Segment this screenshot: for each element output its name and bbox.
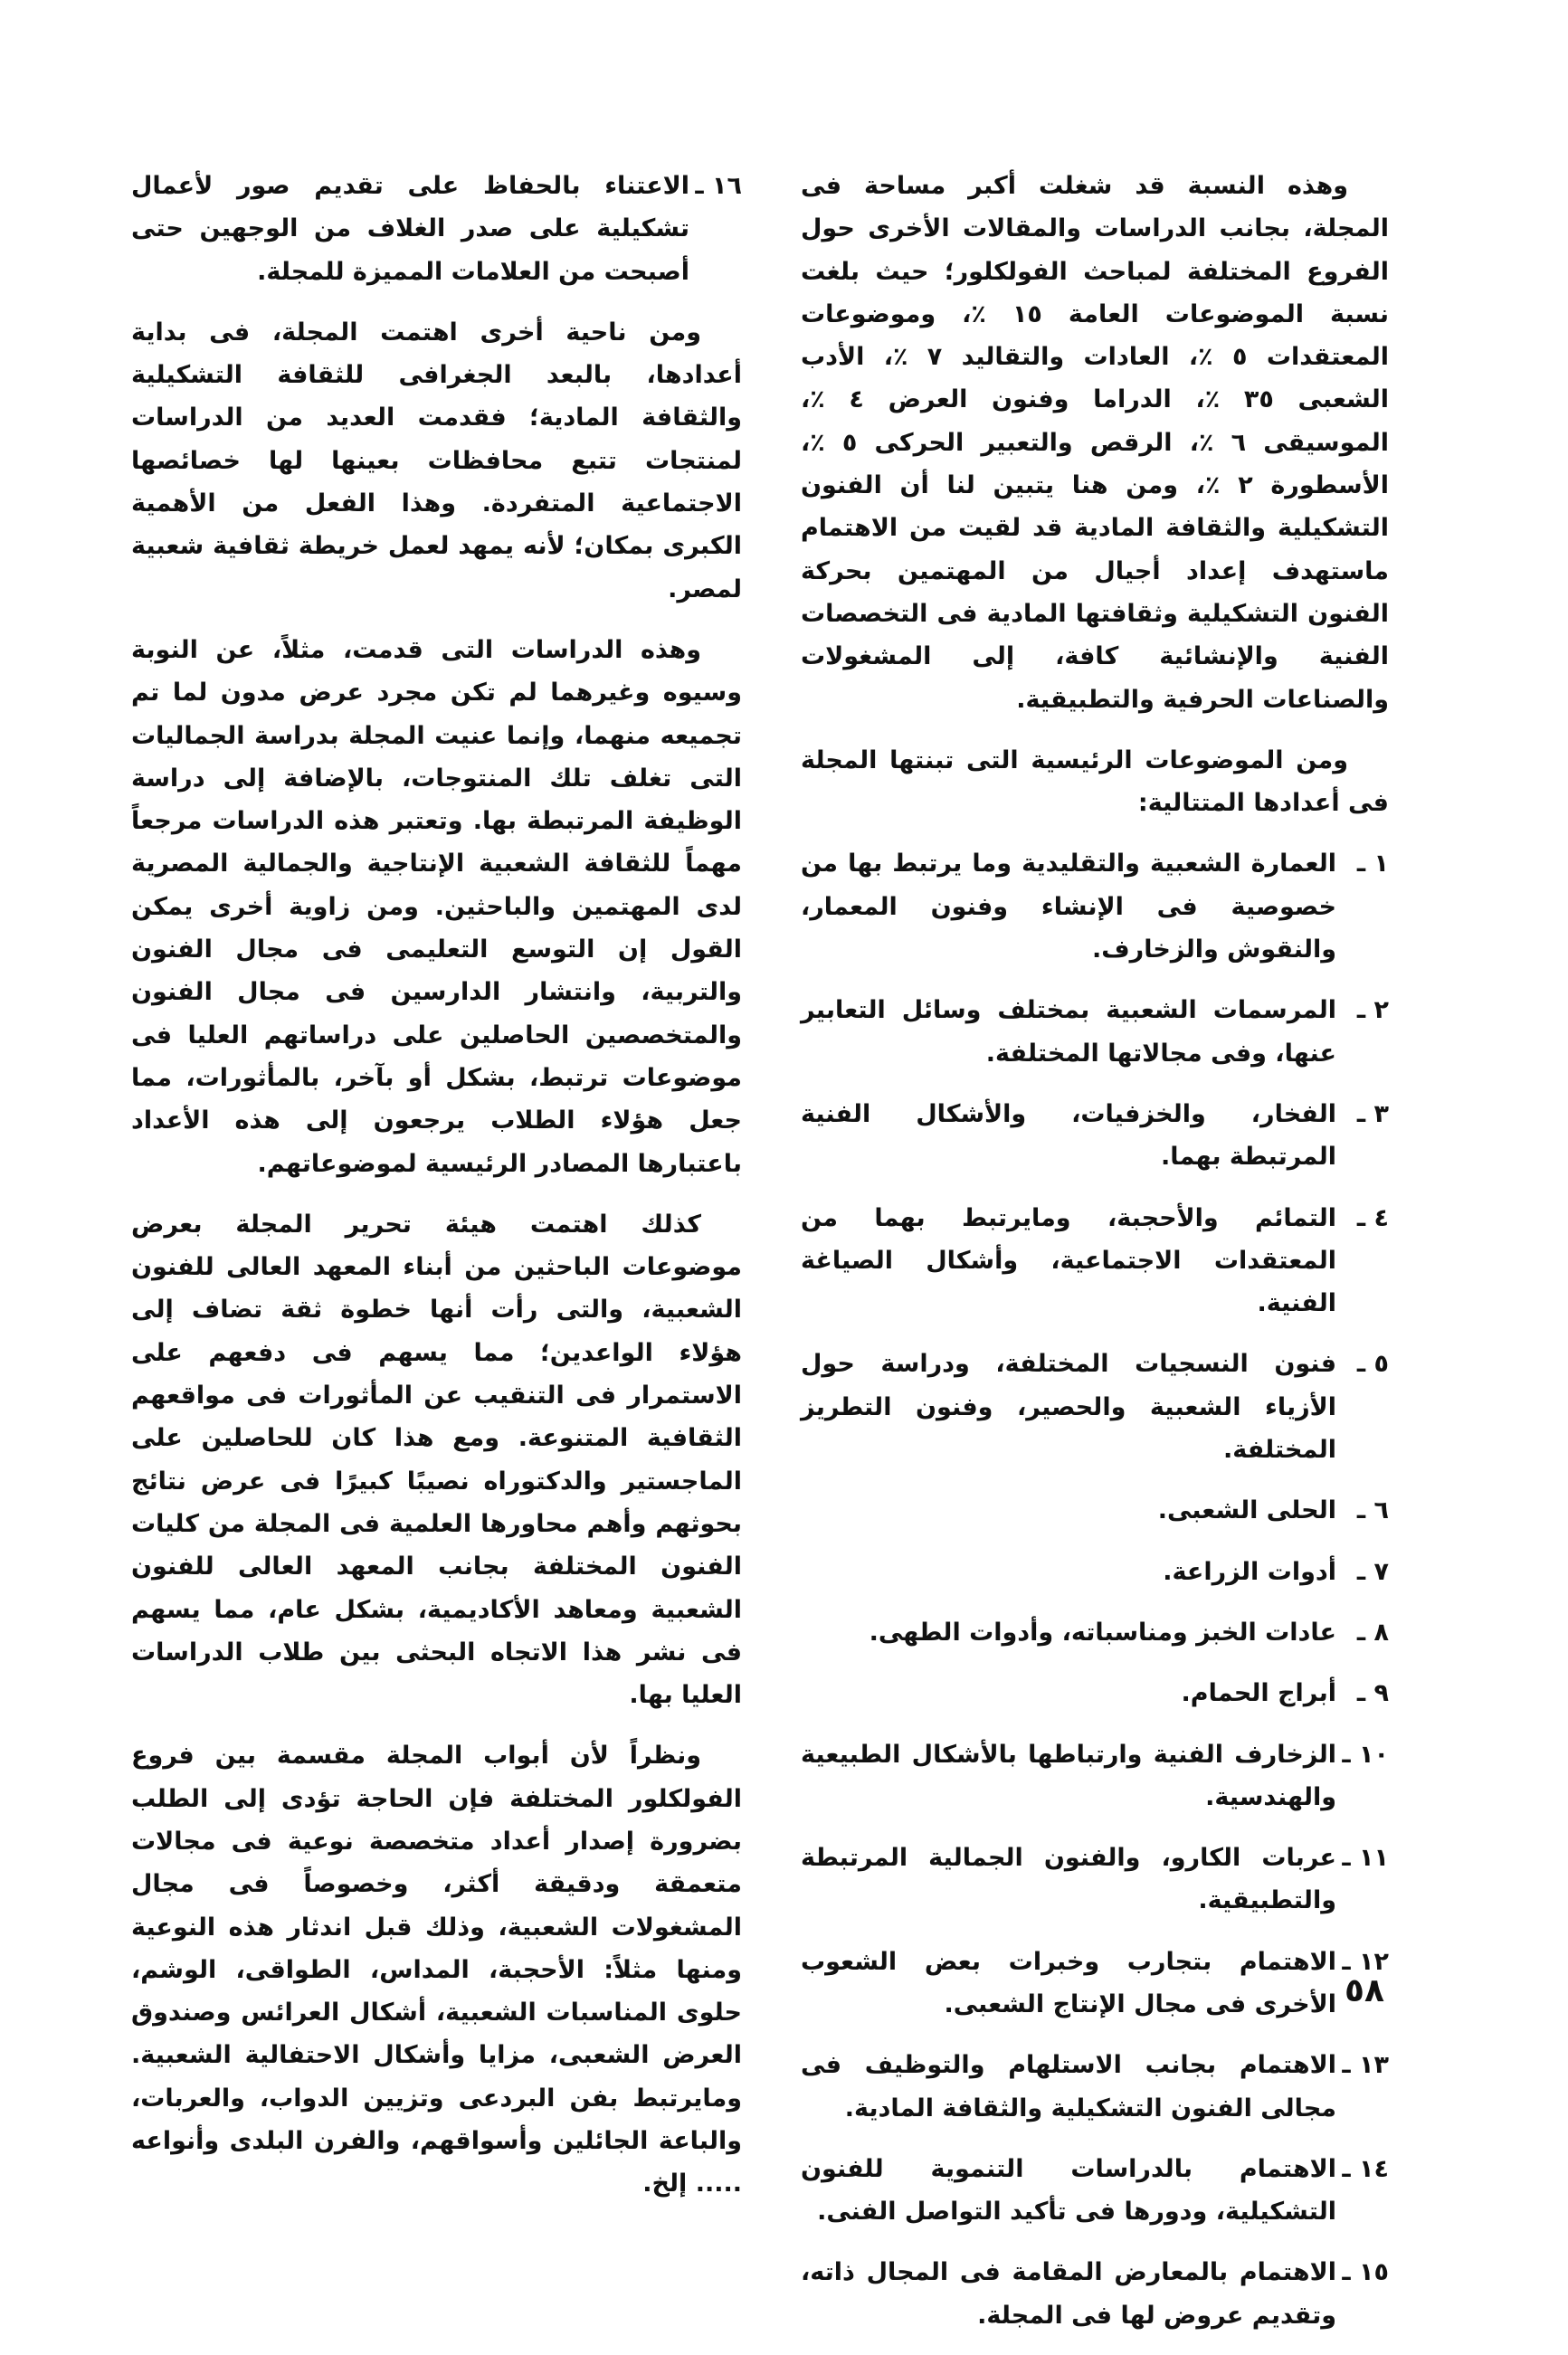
list-item-text: الاهتمام بالدراسات التنموية للفنون التشكيلية، ودورها فى تأكيد التواصل الفنى. — [801, 2154, 1336, 2227]
list-item-text: الاهتمام بالمعارض المقامة فى المجال ذاته، وتقديم عروض لها فى المجلة. — [801, 2258, 1336, 2330]
list-item-8 — [801, 1611, 1389, 1654]
list-item-16 — [131, 165, 742, 293]
list-item-number: ٨ ـ — [1356, 1618, 1389, 1647]
list-item-2 — [801, 989, 1389, 1075]
list-item-text: الزخارف الفنية وارتباطها بالأشكال الطبيعية والهندسية. — [801, 1740, 1336, 1811]
list-item-text: أبراج الحمام. — [1181, 1679, 1336, 1708]
list-item-10 — [801, 1733, 1389, 1819]
list-item-text: الاهتمام بجانب الاستلهام والتوظيف فى مجالى الفنون التشكيلية والثقافة المادية. — [801, 2051, 1336, 2122]
list-item-11 — [801, 1837, 1389, 1923]
list-item-number: ٦ ـ — [1356, 1496, 1389, 1525]
left-paragraph-4: ونظراً لأن أبواب المجلة مقسمة بين فروع الفولكلور المختلفة فإن الحاجة تؤدى إلى الطلب بضرورة إصدار أعداد متخصصة نوعية فى مجالات متعمقة ودقيقة أكثر، وخصوصاً فى مجال المشغولات الشعبية، وذلك قبل اندثار هذه النوعية ومنها مثلاً: الأحجبة، المداس، الطواقى، الوشم، حلوى المناسبات الشعبية، أشكال العرائس وصندوق العرض الشعبى، مزايا وأشكال الاحتفالية الشعبية. ومايرتبط بفن البردعى وتزيين الدواب، والعربات، والباعة الجائلين وأسواقهم، والفرن البلدى وأنواعه ..... إلخ. — [131, 1742, 742, 2198]
list-item-number: ١٣ ـ — [1342, 2051, 1389, 2080]
list-item-text: المرسمات الشعبية بمختلف وسائل التعابير عنها، وفى مجالاتها المختلفة. — [801, 996, 1336, 1068]
list-item-number: ١٠ ـ — [1342, 1740, 1389, 1769]
list-item-text: فنون النسجيات المختلفة، ودراسة حول الأزياء الشعبية والحصير، وفنون التطريز المختلفة. — [801, 1350, 1336, 1465]
list-item-text: أدوات الزراعة. — [1163, 1557, 1336, 1586]
list-item-number: ٣ ـ — [1356, 1099, 1389, 1128]
list-item-15 — [801, 2251, 1389, 2337]
list-item-number: ٧ ـ — [1356, 1557, 1389, 1586]
list-item-3 — [801, 1093, 1389, 1179]
right-paragraph-1: وهذه النسبة قد شغلت أكبر مساحة فى المجلة، بجانب الدراسات والمقالات الأخرى حول الفروع المختلفة لمباحث الفولكلور؛ حيث بلغت نسبة الموضوعات العامة ١٥ ٪، وموضوعات المعتقدات ٥ ٪، العادات والتقاليد ٧ ٪، الأدب الشعبى ٣٥ ٪، الدراما وفنون العرض ٤ ٪، الموسيقى ٦ ٪، الرقص والتعبير الحركى ٥ ٪، الأسطورة ٢ ٪، ومن هنا يتبين لنا أن الفنون التشكيلية والثقافة المادية قد لقيت من الاهتمام ماستهدف إعداد أجيال من المهتمين بحركة الفنون التشكيلية وثقافتها المادية فى التخصصات الفنية والإنشائية كافة، إلى المشغولات والصناعات الحرفية والتطبيقية. — [801, 172, 1389, 714]
right-column — [801, 165, 1389, 2355]
list-item-number: ٥ ـ — [1356, 1350, 1389, 1379]
list-item-6 — [801, 1489, 1389, 1532]
list-item-7 — [801, 1551, 1389, 1593]
list-item-text: الحلى الشعبى. — [1157, 1496, 1336, 1525]
list-item-12 — [801, 1941, 1389, 2027]
left-paragraph-1: ومن ناحية أخرى اهتمت المجلة، فى بداية أعدادها، بالبعد الجغرافى للثقافة التشكيلية والثقافة المادية؛ فقدمت العديد من الدراسات لمنتجات تتبع محافظات بعينها لها خصائصها الاجتماعية المتفردة. وهذا الفعل من الأهمية الكبرى بمكان؛ لأنه يمهد لعمل خريطة ثقافية شعبية لمصر. — [131, 318, 742, 603]
topics-list — [801, 842, 1389, 2337]
list-item-number: ٩ ـ — [1356, 1679, 1389, 1708]
list-item-text: عادات الخبز ومناسباته، وأدوات الطهى. — [869, 1618, 1336, 1647]
list-item-text: العمارة الشعبية والتقليدية وما يرتبط بها من خصوصية فى الإنشاء وفنون المعمار، والنقوش والزخارف. — [801, 850, 1336, 964]
list-item-number: ١٥ ـ — [1342, 2258, 1389, 2287]
list-item-text: الفخار، والخزفيات، والأشكال الفنية المرتبطة بهما. — [801, 1099, 1336, 1172]
left-column — [131, 165, 742, 2224]
left-paragraph-3: كذلك اهتمت هيئة تحرير المجلة بعرض موضوعات الباحثين من أبناء المعهد العالى للفنون الشعبية، والتى رأت أنها خطوة ثقة تضاف إلى هؤلاء الواعدين؛ مما يسهم فى دفعهم على الاستمرار فى التنقيب عن المأثورات فى مواقعهم الثقافية المتنوعة. ومع هذا كان للحاصلين على الماجستير والدكتوراه نصيبًا كبيرًا فى عرض نتائج بحوثهم وأهم محاورها العلمية فى المجلة من كليات الفنون المختلفة بجانب المعهد العالى للفنون الشعبية ومعاهد الأكاديمية، بشكل عام، مما يسهم فى نشر هذا الاتجاه البحثى بين طلاب الدراسات العليا بها. — [131, 1210, 742, 1710]
list-item-text: التمائم والأحجبة، ومايرتبط بهما من المعتقدات الاجتماعية، وأشكال الصياغة الفنية. — [801, 1203, 1336, 1318]
list-item-4 — [801, 1197, 1389, 1325]
list-item-number: ١٤ ـ — [1342, 2154, 1389, 2183]
list-item-number: ١ ـ — [1356, 850, 1389, 878]
list-item-5 — [801, 1343, 1389, 1471]
list-item-number: ١٦ ـ — [695, 172, 742, 200]
list-item-number: ٤ ـ — [1356, 1203, 1389, 1232]
list-item-number: ١١ ـ — [1342, 1844, 1389, 1873]
list-item-1 — [801, 842, 1389, 971]
left-paragraph-2: وهذه الدراسات التى قدمت، مثلاً، عن النوبة وسيوه وغيرهما لم تكن مجرد عرض مدون لما تم تجميعه منهما، وإنما عنيت المجلة بدراسة الجماليات التى تغلف تلك المنتوجات، بالإضافة إلى دراسة الوظيفة المرتبطة بها. وتعتبر هذه الدراسات مرجعاً مهماً للثقافة الشعبية الإنتاجية والجمالية المصرية لدى المهتمين والباحثين. ومن زاوية أخرى يمكن القول إن التوسع التعليمى فى مجال الفنون والتربية، وانتشار الدارسين فى مجال الفنون والمتخصصين الحاصلين على دراساتهم العليا فى موضوعات ترتبط، بشكل أو بآخر، بالمأثورات، مما جعل هؤلاء الطلاب يرجعون إلى هذه الأعداد باعتبارها المصادر الرئيسية لموضوعاتهم. — [131, 635, 742, 1178]
list-item-9 — [801, 1672, 1389, 1714]
page-number: ٥٨ — [1345, 1972, 1384, 2009]
list-item-13 — [801, 2044, 1389, 2130]
list-item-text: الاعتناء بالحفاظ على تقديم صور لأعمال تشكيلية على صدر الغلاف من الوجهين حتى أصبحت من العلامات المميزة للمجلة. — [131, 172, 689, 286]
list-item-text: الاهتمام بتجارب وخبرات بعض الشعوب الأخرى فى مجال الإنتاج الشعبى. — [801, 1947, 1336, 2018]
list-item-14 — [801, 2148, 1389, 2234]
list-item-text: عربات الكارو، والفنون الجمالية المرتبطة والتطبيقية. — [801, 1844, 1336, 1915]
list-item-number: ١٢ ـ — [1342, 1947, 1389, 1976]
right-paragraph-2: ومن الموضوعات الرئيسية التى تبنتها المجلة فى أعدادها المتتالية: — [801, 745, 1389, 818]
list-item-number: ٢ ـ — [1356, 996, 1389, 1025]
